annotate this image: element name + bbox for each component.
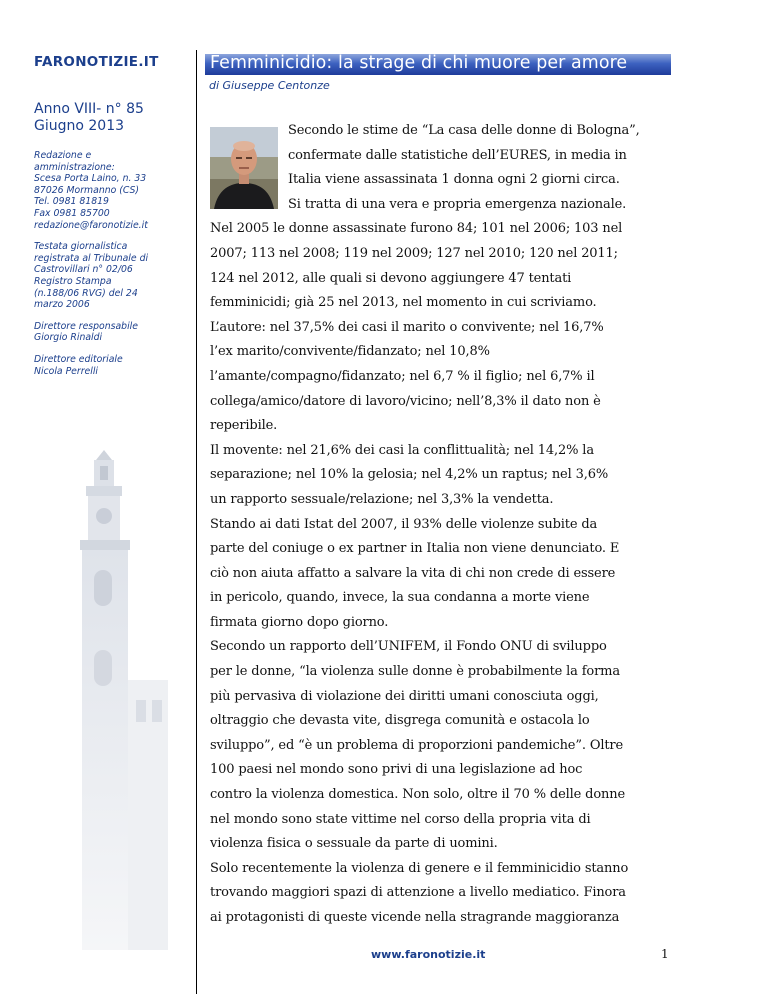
body-line: femminicidi; già 25 nel 2013, nel momento in cui scriviamo. — [210, 295, 597, 311]
body-line: ai protagonisti di queste vicende nella stragrande maggioranza — [210, 910, 620, 925]
info-line: Castrovillari n° 02/06 — [34, 264, 133, 276]
body-line: 2007; 113 nel 2008; 119 nel 2009; 127 nel 2010; 120 nel 2011; — [210, 245, 618, 261]
body-line: Si tratta di una vera e propria emergenza nazionale. — [288, 196, 627, 212]
issue-date: Giugno 2013 — [34, 118, 125, 134]
masthead-sidebar — [34, 54, 184, 377]
body-line: l’amante/compagno/fidanzato; nel 6,7 % il figlio; nel 6,7% il — [210, 368, 595, 384]
body-line: nel mondo sono state vittime nel corso della propria vita di — [210, 811, 591, 827]
body-line: Secondo le stime de “La casa delle donne di Bologna”, — [288, 123, 640, 138]
body-line: l’ex marito/convivente/fidanzato; nel 10,8% — [210, 344, 490, 360]
body-line: Stando ai dati Istat del 2007, il 93% delle violenze subite da — [210, 516, 598, 532]
issue-number: Anno VIII- n° 85 — [34, 101, 144, 117]
info-line: Fax 0981 85700 — [34, 207, 110, 219]
info-line: Redazione e — [34, 150, 92, 161]
info-line: Giorgio Rinaldi — [34, 332, 103, 344]
info-line: Scesa Porta Laino, n. 33 — [34, 173, 147, 185]
info-line: Testata giornalistica — [34, 241, 128, 253]
body-line: reperibile. — [210, 418, 278, 434]
email-link[interactable]: redazione@faronotizie.it — [34, 219, 148, 231]
body-line: ciò non aiuta affatto a salvare la vita di chi non crede di essere — [210, 565, 616, 581]
article-body — [210, 119, 690, 931]
info-line: Tel. 0981 81819 — [34, 196, 109, 208]
editorial-office-block — [34, 150, 184, 231]
body-line: sviluppo”, ed “è un problema di proporzioni pandemiche”. Oltre — [210, 737, 624, 753]
body-line: confermate dalle statistiche dell’EURES, in media in — [288, 147, 627, 163]
footer-website-link[interactable]: www.faronotizie.it — [371, 948, 486, 961]
body-line: contro la violenza domestica. Non solo, oltre il 70 % delle donne — [210, 787, 626, 803]
info-line: (n.188/06 RVG) del 24 — [34, 287, 138, 299]
body-line: Solo recentemente la violenza di genere e il femminicidio stanno — [210, 860, 629, 876]
body-line: separazione; nel 10% la gelosia; nel 4,2% un raptus; nel 3,6% — [210, 467, 609, 483]
page-number: 1 — [661, 947, 669, 961]
body-line: un rapporto sessuale/relazione; nel 3,3% la vendetta. — [210, 491, 554, 507]
article-title: Femminicidio: la strage di chi muore per amore — [210, 53, 628, 73]
info-line: Nicola Perrelli — [34, 365, 99, 377]
body-line: in pericolo, quando, invece, la sua condanna a morte viene — [210, 590, 590, 606]
body-line: Nel 2005 le donne assassinate furono 84; 101 nel 2006; 103 nel — [210, 221, 623, 237]
managing-director-block — [34, 321, 184, 344]
body-line: 100 paesi nel mondo sono privi di una legislazione ad hoc — [210, 762, 583, 778]
info-line: 87026 Mormanno (CS) — [34, 184, 140, 196]
article-byline: di Giuseppe Centonze — [209, 79, 330, 92]
body-line: violenza fisica o sessuale da parte di uomini. — [210, 836, 498, 852]
body-line: più pervasiva di violazione dei diritti umani conosciuta oggi, — [210, 688, 599, 704]
body-line: oltraggio che devasta vite, disgrega comunità e ostacola lo — [210, 713, 590, 729]
issue-info — [34, 101, 184, 135]
body-line: Italia viene assassinata 1 donna ogni 2 giorni circa. — [288, 172, 620, 188]
bell-tower-image — [58, 450, 182, 950]
body-line: Secondo un rapporto dell’UNIFEM, il Fondo ONU di sviluppo — [210, 639, 607, 655]
publication-name: FARONOTIZIE.IT — [34, 54, 159, 70]
body-line: parte del coniuge o ex partner in Italia non viene denunciato. E — [210, 541, 620, 557]
info-line: registrata al Tribunale di — [34, 252, 149, 264]
body-line: trovando maggiori spazi di attenzione a livello mediatico. Finora — [210, 885, 626, 901]
info-line: Direttore responsabile — [34, 320, 138, 332]
body-line: Il movente: nel 21,6% dei casi la conflittualità; nel 14,2% la — [210, 442, 594, 458]
info-line: amministrazione: — [34, 161, 115, 173]
body-line: collega/amico/datore di lavoro/vicino; nell’8,3% il dato non è — [210, 393, 601, 409]
body-line: firmata giorno dopo giorno. — [210, 614, 389, 630]
info-line: Direttore editoriale — [34, 353, 123, 365]
registration-block — [34, 241, 184, 311]
editorial-director-block — [34, 354, 184, 377]
body-line: 124 nel 2012, alle quali si devono aggiungere 47 tentati — [210, 270, 572, 286]
body-line: L’autore: nel 37,5% dei casi il marito o convivente; nel 16,7% — [210, 319, 604, 335]
info-line: marzo 2006 — [34, 299, 90, 311]
info-line: Registro Stampa — [34, 275, 112, 287]
column-divider — [196, 50, 197, 994]
body-line: per le donne, “la violenza sulle donne è probabilmente la forma — [210, 664, 620, 680]
